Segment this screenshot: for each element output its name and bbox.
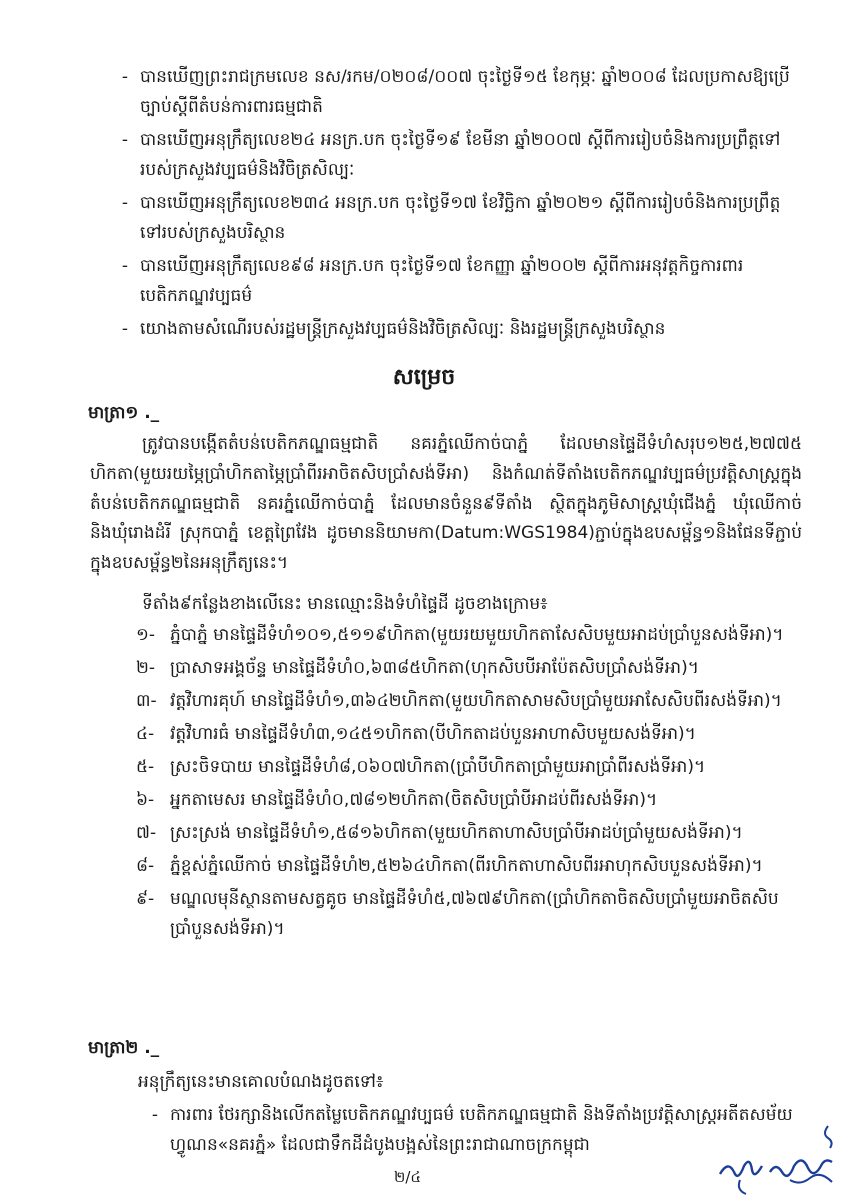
- item-text: មណ្ឌលមុនីស្ថានតាមសត្វគូច មានផ្ទៃដីទំហំ៥,៧៦៧៩ហិកតា(ប្រាំហិកតាចិតសិបប្រាំមួយអាចិតសិបប្រាំបួនសង់ទីអា)។: [170, 889, 779, 939]
- list-item: [136, 653, 802, 683]
- item-number: ២-: [136, 658, 156, 678]
- item-text: ភ្នំខ្ពស់ភ្នំឈើកាច់ មានផ្ទៃដីទំហំ២,៥២៦៤ហិកតា(ពីរហិកតាហាសិបពីរអាហុកសិបបួនសង់ទីអា)។: [170, 856, 763, 876]
- consideration-text: បានឃើញអនុក្រឹត្យលេខ២៣៤ អនក្រ.បក ចុះថ្ងៃទី១៧ ខែវិច្ឆិកា ឆ្នាំ២០២១ ស្តីពីការរៀបចំនិងការប្រព្រឹត្តទៅរបស់ក្រសួងបរិស្ថាន: [140, 193, 781, 243]
- item-text: ស្រះចិទបាយ មានផ្ទៃដីទំហំ៨,០៦០៧ហិកតា(ប្រាំបីហិកតាប្រាំមួយអាប្រាំពីរសង់ទីអា)។: [170, 757, 706, 777]
- item-text: ភ្នំបាភ្នំ មានផ្ទៃដីទំហំ១០១,៥១១៩ហិកតា(មួយរយមួយហិកតាសែសិបមួយអាដប់ប្រាំបួនសង់ទីអា)។: [170, 625, 784, 645]
- list-item: [136, 620, 802, 650]
- considerations-list: [110, 62, 800, 347]
- list-item: [136, 851, 802, 881]
- item-text: អ្នកតាមេសរ មានផ្ទៃដីទំហំ០,៧៨១២ហិកតា(ចិតសិបប្រាំបីអាដប់ពីរសង់ទីអា)។: [170, 790, 658, 810]
- purpose-text: ការពារ ថែរក្សានិងលើកតម្លៃបេតិកភណ្ឌវប្បធម៌ បេតិកភណ្ឌធម្មជាតិ និងទីតាំងប្រវត្តិសាស្ត្រអតីតសម័យហ្វូណន«នគរភ្នំ» ដែលជាទឹកដីដំបូងបង្អស់នៃព្រះរាជាណាចក្រកម្ពុជា: [170, 1105, 793, 1155]
- consideration-text: បានឃើញអនុក្រឹត្យលេខ៩៨ អនក្រ.បក ចុះថ្ងៃទី១៧ ខែកញ្ញា ឆ្នាំ២០០២ ស្តីពីការអនុវត្តកិច្ចការពារបេតិកភណ្ឌវប្បធម៌: [140, 256, 744, 306]
- item-text: ប្រាសាទអង្គច័ន្ទ មានផ្ទៃដីទំហំ០,៦៣៨៥ហិកតា(ហុកសិបបីអាប៉ែតសិបប្រាំសង់ទីអា)។: [170, 658, 699, 678]
- article1-paragraph: ត្រូវបានបង្កើតតំបន់បេតិកភណ្ឌធម្មជាតិ នគរភ្នំឈើកាច់បាភ្នំ ដែលមានផ្ទៃដីទំហំសរុប១២៥,២៧៧៥ ហិកតា(មួយរយម្ភៃប្រាំហិកតាម្ភៃប្រាំពីរអាចិតសិបប្រាំសង់ទីអា) និងកំណត់ទីតាំងបេតិកភណ្ឌវប្បធម៌ប្រវត្តិសាស្ត្រក្នុងតំបន់បេតិកភណ្ឌធម្មជាតិ នគរភ្នំឈើកាច់បាភ្នំ ដែលមានចំនួន៩ទីតាំង ស្ថិតក្នុងភូមិសាស្ត្រឃុំជើងភ្នំ ឃុំឈើកាច់ និងឃុំរោងដំរី ស្រុកបាភ្នំ ខេត្តព្រៃវែង ដូចមាននិយាមកា(Datum:WGS1984)ភ្ជាប់ក្នុងឧបសម្ព័ន្ធ១និងផែនទីភ្ជាប់ក្នុងឧបសម្ព័ន្ធ២នៃអនុក្រឹត្យនេះ។: [90, 434, 802, 574]
- list-item: [136, 719, 802, 749]
- list-item: [110, 188, 800, 248]
- article2-title: មាត្រា២ ._: [88, 1038, 160, 1058]
- list-item: [136, 785, 802, 815]
- decision-heading: សម្រេច: [392, 365, 456, 390]
- item-number: ៥-: [136, 757, 155, 777]
- bullet-dash: -: [121, 130, 129, 150]
- bullet-dash: -: [121, 193, 129, 213]
- list-item: [110, 314, 800, 344]
- article1-list-intro: ទីតាំង៩កន្លែងខាងលើនេះ មានឈ្មោះនិងទំហំផ្ទៃដី ដូចខាងក្រោម៖: [142, 594, 548, 614]
- item-number: ៨-: [136, 856, 155, 876]
- signature-image: [700, 1116, 848, 1200]
- bullet-dash: -: [121, 67, 129, 87]
- article1-title: មាត្រា១ ._: [88, 403, 160, 423]
- list-item: [110, 251, 800, 311]
- site-list: [136, 620, 802, 947]
- item-number: ៣-: [136, 691, 157, 711]
- list-item: [136, 686, 802, 716]
- consideration-text: យោងតាមសំណើរបស់រដ្ឋមន្ត្រីក្រសួងវប្បធម៌និងវិចិត្រសិល្បៈ និងរដ្ឋមន្ត្រីក្រសួងបរិស្ថាន: [140, 319, 666, 339]
- item-text: វត្តវិហារធំ មានផ្ទៃដីទំហំ៣,១៤៥១ហិកតា(បីហិកតាដប់បួនអាហាសិបមួយសង់ទីអា)។: [170, 724, 696, 744]
- item-text: ស្រះស្រង់ មានផ្ទៃដីទំហំ១,៥៨១៦ហិកតា(មួយហិកតាហាសិបប្រាំបីអាដប់ប្រាំមួយសង់ទីអា)។: [170, 823, 743, 843]
- list-item: [136, 884, 802, 944]
- consideration-text: បានឃើញព្រះរាជក្រមលេខ នស/រកម/០២០៨/០០៧ ចុះថ្ងៃទី១៥ ខែកុម្ភៈ ឆ្នាំ២០០៨ ដែលប្រកាសឱ្យប្រើច្បាប់ស្តីពីតំបន់ការពារធម្មជាតិ: [140, 67, 790, 117]
- item-number: ៧-: [136, 823, 157, 843]
- item-number: ១-: [136, 625, 156, 645]
- article2-purpose: អនុក្រឹត្យនេះមានគោលបំណងដូចតទៅ៖: [138, 1072, 384, 1092]
- consideration-text: បានឃើញអនុក្រឹត្យលេខ២៤ អនក្រ.បក ចុះថ្ងៃទី១៩ ខែមីនា ឆ្នាំ២០០៧ ស្តីពីការរៀបចំនិងការប្រព្រឹត្តទៅរបស់ក្រសួងវប្បធម៌និងវិចិត្រសិល្បៈ: [140, 130, 781, 180]
- bullet-dash: -: [121, 256, 129, 276]
- bullet-dash: -: [151, 1105, 159, 1125]
- item-number: ៩-: [136, 889, 155, 909]
- item-text: វត្តវិហារគុហ៍ មានផ្ទៃដីទំហំ១,៣៦៤២ហិកតា(មួយហិកតាសាមសិបប្រាំមួយអាសែសិបពីរសង់ទីអា)។: [170, 691, 782, 711]
- list-item: [110, 125, 800, 185]
- bullet-dash: -: [121, 319, 129, 339]
- list-item: [136, 752, 802, 782]
- item-number: ៦-: [136, 790, 155, 810]
- page-number: ២/៤: [394, 1168, 422, 1186]
- list-item: [110, 62, 800, 122]
- item-number: ៤-: [136, 724, 155, 744]
- list-item: [136, 818, 802, 848]
